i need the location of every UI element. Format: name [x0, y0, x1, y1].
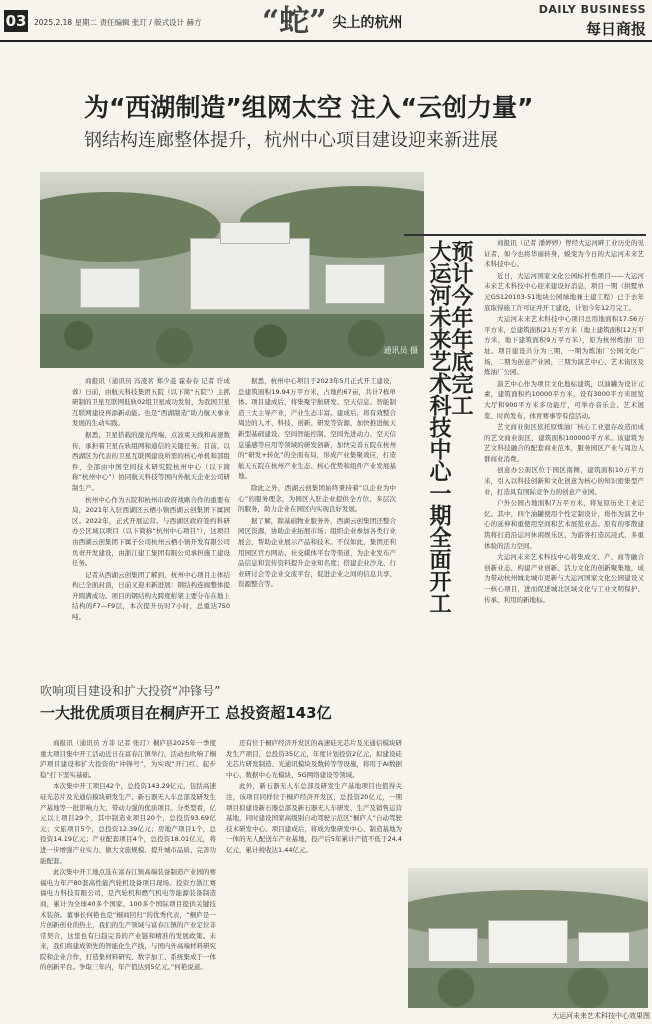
- brand-chinese: 每日商报: [585, 20, 646, 38]
- article-paragraph: 据悉，杭州中心项目于2023年5月正式开工建设，总建筑面积19.94万平方米，占地约67亩，共计7栋单体。项目建成后，将集聚宇航研发、空天信息、智能制造三大主导产业，产业生态丰富。建成后，将有效整合周边的人才、科技、创新、研发等资源，加快推进航天新型基础建设、空间智能控制、空间先进动力、空天信息遥感等应用等领域的研发创新，加快完善五院在杭州的“研发+转化”的全面布局，形成产业集聚效应，打造航天五院在杭州产业生态、核心优势和组件产业发展基地。: [238, 377, 396, 481]
- sidebar-paragraph: 大运河未来艺术科技中心将集成文、产、商等融合创新业态，构建产业创新、活力文化的创新聚集地，成为带动杭州城北城市更新与大运河国家文化公园建设又一核心项目，进而促进城北区域文化与工业文明保护、传承、利用的新地标。: [484, 553, 644, 604]
- photo-trees: [40, 314, 424, 368]
- photo-credit: 通讯员 摄: [383, 346, 418, 355]
- brand-english: DAILY BUSINESS: [538, 3, 646, 16]
- main-article-body: [72, 376, 404, 666]
- sidebar-paragraph: 创意办公街区位于园区南侧，建筑面积10万平方米，引入以科技创新和文化创意为核心的知识密集型产业，打造具有国际竞争力的创意产业园。: [484, 466, 644, 496]
- article2-headline: 一大批优质项目在桐庐开工 总投资超143亿: [40, 704, 332, 722]
- article2-paragraph: 本次集中开工项目42个，总投资143.29亿元，包括高速硅光芯片及光通信模块研发生产、新石器无人车总部及研发生产基地等一批影响力大、带动力强的优质项目。分类型看，亿元以上项目29个，其中制造业项目20个，总投资93.69亿元；文旅项目5个，总投资12.39亿元；房地产项目1个，总投资14.19亿元；产业配套项目4个，总投资18.01亿元，将进一步增强产业实力、做大文旅规模、提升城市品质、完善功能配套。: [40, 782, 216, 865]
- photo-building: [190, 238, 310, 310]
- page-number: 03: [5, 12, 27, 30]
- tagline-char: “蛇”: [262, 4, 327, 39]
- article2-paragraph: 商报讯（通讯员 方菲 记者 张玎）桐庐县2025年一季度重大项目集中开工活动近日在富春江镇举行，活动也吹响了桐庐项目建设和扩大投资的“冲锋号”，为实现“开门红、起步稳”打下坚实基础。: [40, 739, 216, 779]
- article-paragraph: 除此之外，西湖云创集团始终秉持着“以企业为中心”的服务理念，为园区入驻企业提供全方位、多层次的服务，助力企业在园区内实现良好发展。: [238, 483, 396, 514]
- masthead: [0, 0, 652, 42]
- sidebar-paragraph: 大运河未来艺术科技中心项目总用地面积17.56万平方米，总建筑面积21万平方米（地上建筑面积12万平方米，地下建筑面积9万平方米），原为杭州炼油厂旧址。项目建设共分为三期，一期为炼油厂公园文化广场，二期为创意产业园，三期为演艺中心、艺术街区及炼油厂公园。: [484, 315, 644, 377]
- article-paragraph: 据悉，卫星搭载的激光终端、点波束天线和高速数传，承担着卫星在轨组网和通信的关键任务。目前，以西湖区为代表的卫星互联网建设所需的核心单机和部组件，全部由中国空间技术研究院杭州中心（以下简称“杭州中心”）协同航天科技等国内外航天企业公司研制生产。: [72, 430, 230, 492]
- photo-building: [220, 222, 290, 244]
- tagline-rest: 尖上的杭州: [332, 15, 403, 31]
- article2-kicker: 吹响项目建设和扩大投资“冲锋号”: [40, 684, 221, 698]
- article2-paragraph: 此次集中开工地点选在富春江镇高端装备制造产业园的赛福电力年产80套高性能汽轮机设备项目现场。投资方浙江赛福电力科技有限公司，是汽轮机和燃气机电等能源装备制造商，累计为全球40多个国家、100多个国际项目提供关键技术装备。董事长何艳也是“桐商回归”的优秀代表，“桐庐是一片创新创业的热土，我们的生产领域与富春江镇的产业定位非常契合，这里也有日趋完善的产业链和精准的发展政策。未来，我们将建成领先的智能化生产线，与国内外高端材料研究院和企业合作，打造集材料研究、数字加工、系统集成于一体的创新平台。争取三年内，年产值达到5亿元。”何艳说道。: [40, 868, 216, 972]
- sidebar-paragraph: 演艺中心作为项目文化地标建筑，以油罐为设计元素，建筑面积约10000平方米，设有3000平方米展览大厅和900平方米多功能厅，可举办音乐会、艺术展览、时尚发布、体育赛事等有偿活动。: [484, 379, 644, 420]
- rendering-photo: [408, 868, 648, 1008]
- article-paragraph: 商报讯（通讯员 冯凌茗 郑少菱 霍泰春 记者 许成蓉）日前，由航天科技集团五院（以下简“五院”）主抓研制的卫星互联网低轨02组卫星成功发射，为我国卫星互联网建设再添新动能。也是“西湖制造”助力航天事业发展的生动实践。: [72, 377, 230, 428]
- article-paragraph: 记者从西湖云创集团了解到，杭州中心项目主体结构已全面封顶，日前又迎来新进展：钢结构连廊整体提升圆满成功。项目的钢结构大跨度桁架主要分布在地上结构的F7—F9层，本次提升历时7小时，总重达750吨。: [72, 570, 230, 622]
- main-subhead: 钢结构连廊整体提升，杭州中心项目建设迎来新进展: [84, 130, 498, 151]
- article-paragraph: 据了解，除基础物业服务外，西湖云创集团还整合园区资源，协助企业拓展市场；组织企业参加各类行业展会，帮助企业展示产品和技术。不仅如此，集团还利用园区官方网站、社交媒体平台等渠道，为企业发布产品信息和宣传资料提升企业知名度；搭建企业沙龙、行业研讨会等企业交流平台，促进企业之间的信息共享、资源整合等。: [238, 516, 396, 589]
- issue-meta: 2025.2.18 星期二 责任编辑 张玎 / 版式设计 赫方: [34, 18, 202, 27]
- article2-paragraph: 此外，新石器无人车总部及研发生产基地项目也值得关注，该项目同样位于桐庐经济开发区，总投资20亿元，一期项目拟建设新石器总部及新石器无人车研发、生产及销售运营基地，同时建设国家高级别自动驾驶示范区“桐庐人”自动驾驶技术研发中心。项目建成后，将成为集研发中心、制造基地为一体的无人配送车产业基地，投产后5年累计产值不低于24.4亿元，累计税收达1.44亿元。: [226, 782, 402, 854]
- sidebar-headline: [426, 240, 473, 640]
- section-tagline: [262, 4, 403, 40]
- main-headline: 为“西湖制造”组网太空 注入“云创力量”: [84, 93, 534, 122]
- sidebar-paragraph: 户外公园占地面积7万平方米，将复原历史工业记忆。其中，四个油罐使用个性定制设计，将作为演艺中心的延伸和重使用空间和艺术展览业态。原有的零散建筑将打造沿运河休闲娱乐区，为游客打造沉浸式、多重体验的活力空间。: [484, 499, 644, 550]
- article2-paragraph: 还有位于桐庐经济开发区的高速硅光芯片及光通信模块研发生产项目，总投资35亿元，年度计划投资2亿元，拟建设硅光芯片研发制造、光通讯模块及数转等等设施，将用于AI数据中心、数据中心光模块、5G网络建设等领域。: [226, 739, 402, 779]
- sidebar-paragraph: 艺文商业街区依托原炼油厂核心工业遗存改造而成的艺文商业街区，建筑面积100000平方米。该建筑为艺文科技融合的配套商业范本，服务园区产业与周边人群商业消费。: [484, 423, 644, 463]
- sidebar-headline-col2: 大运河未来艺术科技中心一期全面开工: [426, 240, 451, 614]
- photo2-building: [428, 928, 478, 962]
- sidebar-paragraph: 商报讯（记者 潘婷婷）曾经大运河畔工业历史的见证者，如今也将华丽转身，蜕变为今日的大运河未来艺术科技中心。: [484, 239, 644, 269]
- main-article-col1: [72, 376, 230, 666]
- rendering-caption: 大运河未来艺术科技中心效果图: [552, 1012, 650, 1020]
- article-paragraph: 杭州中心作为五院和杭州市政府战略合作的重要布局，2021年入驻西湖区云栖小镇西湖云创集团下属园区。2022年，正式开展运营。与西湖区政府签约科研办公区域以项目（以下简称“杭州中心项目”），这项目由西湖云创集团下属子公司杭州云栖小镇开发有限公司负责开发建设，由浙江建工集团有限公司承担施工建设任务。: [72, 495, 230, 568]
- photo2-building: [578, 932, 630, 962]
- photo-building: [80, 268, 140, 308]
- article2-col1: [40, 738, 216, 1020]
- article2-col2: [226, 738, 402, 1020]
- photo2-ground: [408, 968, 648, 1008]
- photo2-building: [488, 920, 568, 964]
- sidebar-headline-col1: 预计今年年底完工: [448, 240, 473, 416]
- sidebar-paragraph: 近日，大运河国家文化公园标杆性项目——大运河未来艺术科技中心迎来建设好消息，项目一期（拱墅单元GS120103-51地块公园绿地兼土建工程）已于去年底取得施工许可证并开工建设，计划今年12月完工。: [484, 271, 644, 312]
- sidebar-rule: [404, 234, 646, 236]
- main-article-col2: [238, 376, 396, 666]
- construction-photo: [40, 172, 424, 368]
- photo-building: [325, 264, 385, 304]
- sidebar-article-body: [484, 238, 644, 866]
